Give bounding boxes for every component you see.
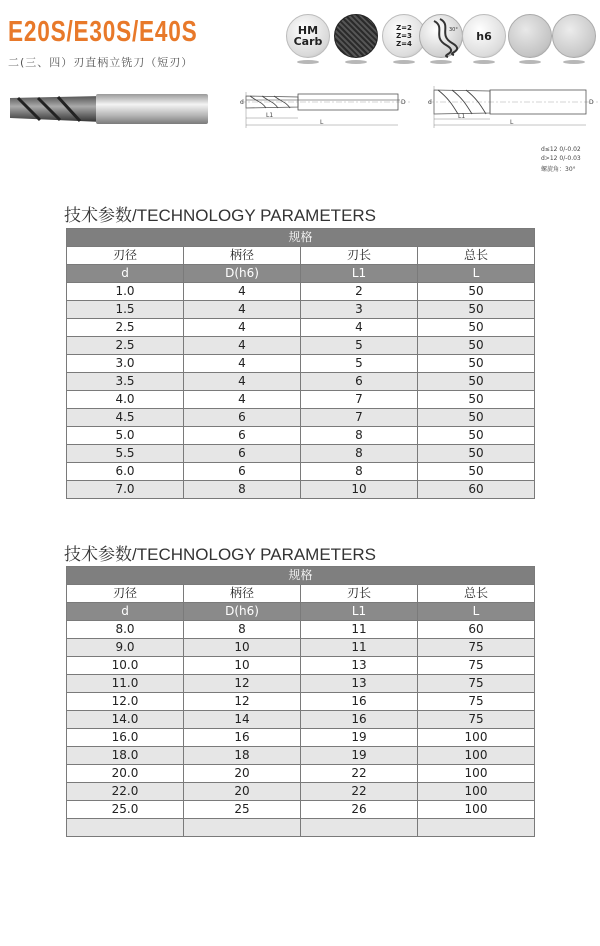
spec-header: 规格	[67, 567, 535, 585]
dim-l: L	[320, 119, 324, 126]
table-row	[67, 621, 535, 639]
dim-l1: L1	[458, 113, 466, 120]
table-cell: 6	[184, 463, 301, 481]
dim-d: D	[401, 99, 406, 106]
column-header-row-sym	[67, 603, 535, 621]
table-cell: 2.5	[67, 319, 184, 337]
table-row	[67, 355, 535, 373]
table-cell: 4	[184, 373, 301, 391]
table-cell: 50	[418, 427, 535, 445]
spec-header-row	[67, 229, 535, 247]
table-row	[67, 283, 535, 301]
table-cell: 75	[418, 711, 535, 729]
column-header-row-cn	[67, 247, 535, 265]
dim-l: L	[510, 119, 514, 126]
badge-shadow	[393, 60, 415, 64]
flute-count-2: Z=2	[396, 23, 412, 32]
table-cell: 50	[418, 283, 535, 301]
coating-icon	[334, 14, 378, 58]
table-row	[67, 729, 535, 747]
column-header: 总长	[418, 585, 535, 603]
table-cell: 4	[184, 301, 301, 319]
dim-l1: L1	[266, 112, 274, 119]
table-cell: 50	[418, 445, 535, 463]
spec-header: 规格	[67, 229, 535, 247]
table-cell: 25.0	[67, 801, 184, 819]
table-cell: 19	[301, 747, 418, 765]
column-header: 刃长	[301, 585, 418, 603]
column-header-row-cn	[67, 585, 535, 603]
table-row	[67, 445, 535, 463]
table-row	[67, 319, 535, 337]
table-cell: 50	[418, 319, 535, 337]
table-cell: 12	[184, 675, 301, 693]
spec-header-row	[67, 567, 535, 585]
helix-drill-icon	[420, 15, 464, 59]
column-symbol: L	[418, 603, 535, 621]
table-cell	[301, 819, 418, 837]
table-cell: 50	[418, 463, 535, 481]
table-row	[67, 639, 535, 657]
table-cell: 13	[301, 675, 418, 693]
technical-drawing-multi-flute	[428, 84, 598, 130]
table-cell: 8	[184, 481, 301, 499]
table-row	[67, 481, 535, 499]
section-title: 技术参数/TECHNOLOGY PARAMETERS	[64, 206, 377, 225]
column-symbol: d	[67, 265, 184, 283]
blank-badge	[508, 14, 552, 58]
product-title: E20S/E30S/E40S	[8, 16, 198, 48]
table-cell: 25	[184, 801, 301, 819]
table-cell: 50	[418, 337, 535, 355]
product-subtitle: 二(三、四）刃直柄立铣刀（短刃）	[8, 56, 194, 69]
table-cell: 8.0	[67, 621, 184, 639]
table-cell: 18.0	[67, 747, 184, 765]
table-cell	[67, 819, 184, 837]
tolerance-note-2: d>12 0/-0.03	[541, 155, 581, 162]
table-cell: 12.0	[67, 693, 184, 711]
table-row	[67, 675, 535, 693]
table-cell: 7	[301, 409, 418, 427]
table-cell: 8	[301, 463, 418, 481]
table-row	[67, 819, 535, 837]
badge-shadow	[297, 60, 319, 64]
table-cell: 7.0	[67, 481, 184, 499]
helix-angle-label: 30°	[449, 27, 458, 33]
table-cell: 100	[418, 729, 535, 747]
table-cell: 100	[418, 801, 535, 819]
table-cell: 5.0	[67, 427, 184, 445]
table-cell: 60	[418, 621, 535, 639]
table-cell: 2.5	[67, 337, 184, 355]
table-cell: 22	[301, 783, 418, 801]
table-cell: 22.0	[67, 783, 184, 801]
table-cell: 11	[301, 639, 418, 657]
column-symbol: d	[67, 603, 184, 621]
table-cell: 14	[184, 711, 301, 729]
column-symbol: D(h6)	[184, 265, 301, 283]
dim-d: D	[589, 99, 594, 106]
column-header-row-sym	[67, 265, 535, 283]
table-cell: 2	[301, 283, 418, 301]
table-cell: 18	[184, 747, 301, 765]
table-cell: 16	[184, 729, 301, 747]
column-symbol: L1	[301, 603, 418, 621]
table-cell: 75	[418, 693, 535, 711]
table-cell: 6.0	[67, 463, 184, 481]
table-cell: 60	[418, 481, 535, 499]
table-cell: 26	[301, 801, 418, 819]
table-cell: 20.0	[67, 765, 184, 783]
parameters-table	[66, 228, 535, 499]
table-cell: 3	[301, 301, 418, 319]
table-row	[67, 427, 535, 445]
table-cell: 5	[301, 337, 418, 355]
flute-count-3: Z=3	[396, 31, 412, 40]
table-cell: 11.0	[67, 675, 184, 693]
column-header: 柄径	[184, 247, 301, 265]
table-cell: 5	[301, 355, 418, 373]
table-cell: 8	[301, 427, 418, 445]
technical-drawing-2-flute	[240, 88, 410, 130]
table-row	[67, 765, 535, 783]
tolerance-badge	[462, 14, 506, 58]
table-cell: 50	[418, 355, 535, 373]
table-row	[67, 747, 535, 765]
table-row	[67, 373, 535, 391]
table-cell: 3.0	[67, 355, 184, 373]
table-row	[67, 693, 535, 711]
table-cell: 4	[301, 319, 418, 337]
table-cell: 75	[418, 675, 535, 693]
table-cell: 8	[184, 621, 301, 639]
table-cell: 100	[418, 783, 535, 801]
badge-shadow	[430, 60, 452, 64]
table-cell: 6	[184, 427, 301, 445]
table-cell: 22	[301, 765, 418, 783]
table-row	[67, 337, 535, 355]
table-cell: 4	[184, 337, 301, 355]
table-cell: 100	[418, 747, 535, 765]
end-mill-photo	[10, 88, 212, 128]
table-cell: 7	[301, 391, 418, 409]
table-cell: 12	[184, 693, 301, 711]
table-cell: 10.0	[67, 657, 184, 675]
blank-badge	[552, 14, 596, 58]
table-cell: 4.5	[67, 409, 184, 427]
column-header: 柄径	[184, 585, 301, 603]
column-header: 刃长	[301, 247, 418, 265]
flute-count-4: Z=4	[396, 39, 412, 48]
table-cell: 4	[184, 319, 301, 337]
table-cell	[418, 819, 535, 837]
column-symbol: L	[418, 265, 535, 283]
table-cell: 50	[418, 301, 535, 319]
table-cell: 19	[301, 729, 418, 747]
table-cell: 3.5	[67, 373, 184, 391]
dim-d-small: d	[428, 99, 432, 106]
table-cell: 10	[184, 639, 301, 657]
helix-icon	[419, 14, 463, 58]
table-cell: 8	[301, 445, 418, 463]
table-cell: 50	[418, 409, 535, 427]
table-cell: 4	[184, 283, 301, 301]
table-row	[67, 783, 535, 801]
badge-shadow	[563, 60, 585, 64]
table-row	[67, 301, 535, 319]
badge-shadow	[345, 60, 367, 64]
badge-shadow	[519, 60, 541, 64]
table-cell: 4	[184, 355, 301, 373]
table-cell: 6	[184, 409, 301, 427]
table-cell: 14.0	[67, 711, 184, 729]
table-cell: 16.0	[67, 729, 184, 747]
table-cell: 4.0	[67, 391, 184, 409]
table-row	[67, 409, 535, 427]
column-symbol: D(h6)	[184, 603, 301, 621]
material-line2: Carb	[293, 35, 323, 48]
table-cell: 5.5	[67, 445, 184, 463]
table-cell: 50	[418, 373, 535, 391]
table-cell: 11	[301, 621, 418, 639]
column-header: 刃径	[67, 247, 184, 265]
badge-shadow	[473, 60, 495, 64]
table-cell: 4	[184, 391, 301, 409]
table-row	[67, 657, 535, 675]
tolerance-label: h6	[476, 29, 492, 43]
table-cell: 10	[184, 657, 301, 675]
material-badge	[286, 14, 330, 58]
table-row	[67, 801, 535, 819]
column-symbol: L1	[301, 265, 418, 283]
table-cell: 16	[301, 711, 418, 729]
table-row	[67, 391, 535, 409]
table-cell: 10	[301, 481, 418, 499]
dim-d-small: d	[240, 99, 244, 106]
table-cell: 20	[184, 783, 301, 801]
table-cell: 1.0	[67, 283, 184, 301]
helix-angle-note: 螺旋角：30°	[541, 166, 576, 173]
table-row	[67, 463, 535, 481]
table-cell: 50	[418, 391, 535, 409]
table-row	[67, 711, 535, 729]
table-cell: 100	[418, 765, 535, 783]
table-cell: 6	[301, 373, 418, 391]
tolerance-note-1: d≤12 0/-0.02	[541, 146, 581, 153]
table-cell: 75	[418, 657, 535, 675]
table-cell: 16	[301, 693, 418, 711]
column-header: 总长	[418, 247, 535, 265]
material-line1: HM	[297, 24, 319, 37]
table-cell: 20	[184, 765, 301, 783]
column-header: 刃径	[67, 585, 184, 603]
table-cell: 6	[184, 445, 301, 463]
section-title: 技术参数/TECHNOLOGY PARAMETERS	[64, 545, 377, 564]
table-cell: 75	[418, 639, 535, 657]
table-cell: 13	[301, 657, 418, 675]
table-cell: 9.0	[67, 639, 184, 657]
parameters-table	[66, 566, 535, 837]
table-cell	[184, 819, 301, 837]
table-cell: 1.5	[67, 301, 184, 319]
